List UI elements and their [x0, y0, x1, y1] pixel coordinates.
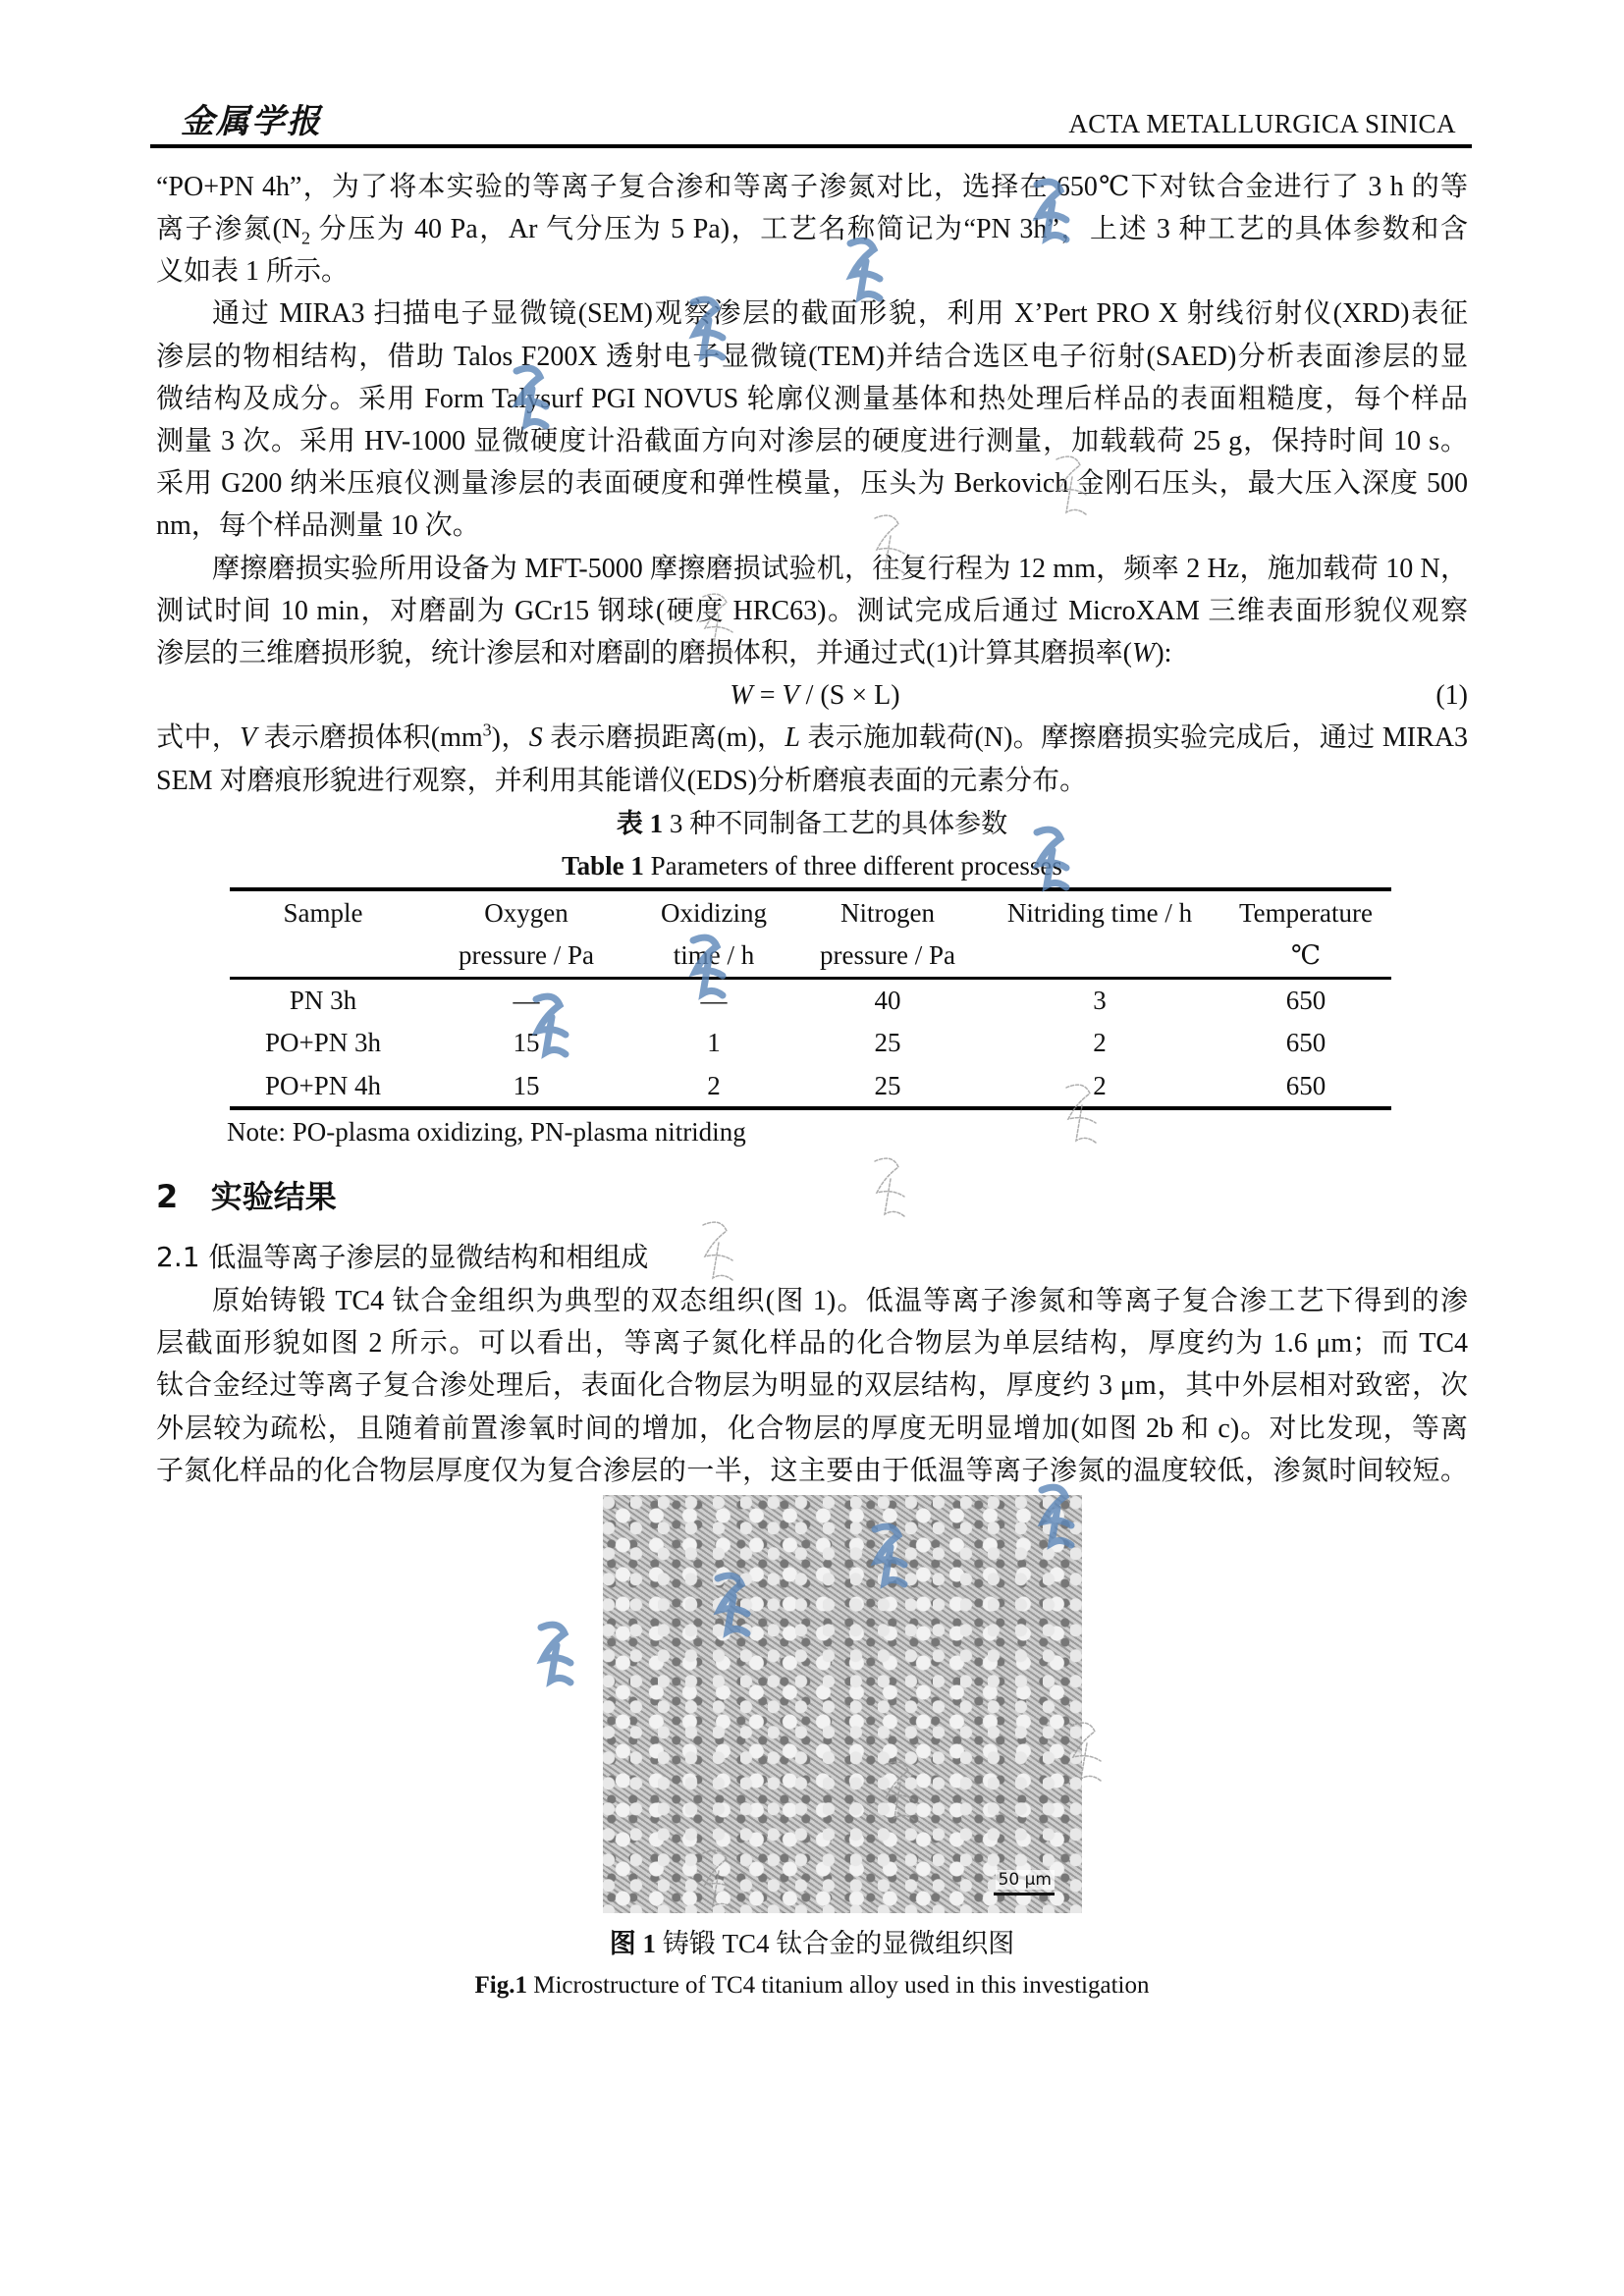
table-cell: 25 [874, 1071, 901, 1100]
text-line [156, 212, 1468, 247]
table-top-rule [230, 887, 1391, 891]
table-cell: 1 [707, 1028, 721, 1057]
table-header-cell: pressure / Pa [459, 940, 594, 970]
text-line: “PO+PN 4h”，为了将本实验的等离子复合渗和等离子渗氮对比，选择在 650℃下对钛合金进行了 3 h 的等 [156, 172, 1468, 202]
text-line: nm，每个样品测量 10 次。 [156, 510, 480, 541]
text: )， [491, 722, 529, 753]
text-line: 义如表 1 所示。 [156, 256, 350, 287]
italic-var: S [528, 722, 543, 753]
table-cell: 2 [1093, 1028, 1107, 1057]
table-cell: 40 [874, 986, 901, 1015]
italic-var: L [785, 722, 800, 753]
table-cell: PO+PN 3h [264, 1028, 382, 1057]
table-note: Note: PO-plasma oxidizing, PN-plasma nitriding [227, 1117, 746, 1147]
section-heading: 2 实验结果 [156, 1178, 337, 1215]
table-caption-en [0, 849, 1624, 882]
text: 分压为 40 Pa，Ar 气分压为 5 Pa)，工艺名称简记为“PN 3h”，上述 3 种工艺的具体参数和含 [310, 214, 1468, 244]
figure-caption-cn [0, 1927, 1624, 1960]
text: 渗层的三维磨损形貌，统计渗层和对磨副的磨损体积，并通过式(1)计算其磨损率( [156, 638, 1132, 668]
table-cell: PN 3h [289, 986, 357, 1015]
table-header-rule [230, 977, 1391, 980]
table-cell: 15 [513, 1028, 540, 1057]
watermark-outline-mark [703, 1222, 732, 1280]
italic-var: V [240, 722, 257, 753]
superscript: 3 [482, 720, 492, 740]
text-line: 采用 G200 纳米压痕仪测量渗层的表面硬度和弹性模量，压头为 Berkovich 金刚石压头，最大压入深度 500 [156, 468, 1468, 499]
table-header-cell: pressure / Pa [820, 940, 955, 970]
text: 式中， [156, 722, 241, 753]
text-line: 微结构及成分。采用 Form Talysurf PGI NOVUS 轮廓仪测量基体和热处理后样品的表面粗糙度，每个样品 [156, 384, 1468, 414]
equation [628, 678, 1001, 714]
subsection-heading: 2.1 低温等离子渗层的显微结构和相组成 [156, 1241, 649, 1273]
eq-rest: / (S × L) [798, 680, 900, 711]
caption-text: Microstructure of TC4 titanium alloy used in this investigation [526, 1972, 1150, 1999]
text-line: 子氮化样品的化合物层厚度仅为复合渗层的一半，这主要由于低温等离子渗氮的温度较低，渗氮时间较短。 [156, 1456, 1468, 1486]
caption-text: 3 种不同制备工艺的具体参数 [663, 809, 1008, 838]
table-cell: — [700, 986, 728, 1015]
table-cell: 2 [707, 1071, 721, 1100]
table-header-cell: Oxygen [484, 898, 568, 928]
text-line: 通过 MIRA3 扫描电子显微镜(SEM)观察渗层的截面形貌，利用 X’Pert PRO X 射线衍射仪(XRD)表征 [212, 298, 1468, 329]
equation-number: (1) [1435, 680, 1468, 711]
scale-bar-label: 50 μm [996, 1870, 1055, 1890]
table-cell: 650 [1285, 986, 1326, 1015]
text-line [156, 636, 1468, 671]
caption-text: Parameters of three different processes [643, 851, 1062, 881]
text: ): [1155, 638, 1172, 668]
text-line: 外层较为疏松，且随着前置渗氧时间的增加，化合物层的厚度无明显增加(如图 2b 和 c)。对比发现，等离 [156, 1414, 1468, 1444]
caption-label: 表 1 [616, 809, 664, 838]
text-line: 原始铸锻 TC4 钛合金组织为典型的双态组织(图 1)。低温等离子渗氮和等离子复合渗工艺下得到的渗 [212, 1286, 1468, 1316]
italic-var: W [1131, 638, 1156, 668]
table-bottom-rule [230, 1106, 1391, 1110]
text: 表示磨损体积(mm [256, 722, 483, 753]
caption-label: Fig.1 [474, 1972, 527, 1999]
text: 表示施加载荷(N)。摩擦磨损实验完成后，通过 MIRA3 [799, 722, 1468, 753]
watermark-brush-mark [541, 1625, 570, 1682]
table-cell: 25 [874, 1028, 901, 1057]
table-cell: 15 [513, 1071, 540, 1100]
watermark-outline-mark [875, 1158, 904, 1216]
text-line: 测试时间 10 min，对磨副为 GCr15 钢球(硬度 HRC63)。测试完成后通过 MicroXAM 三维表面形貌仪观察 [156, 596, 1468, 626]
text-line: 层截面形貌如图 2 所示。可以看出，等离子氮化样品的化合物层为单层结构，厚度约为 1.6 μm；而 TC4 [156, 1328, 1468, 1359]
table-header-cell: time / h [673, 940, 755, 970]
text: 表示磨损距离(m)， [542, 722, 785, 753]
table-header-cell: ℃ [1290, 940, 1322, 970]
table-cell: 3 [1093, 986, 1107, 1015]
watermark-outline-mark [1066, 1085, 1096, 1143]
caption-label: 图 1 [609, 1929, 656, 1958]
text-line: 钛合金经过等离子复合渗处理后，表面化合物层为明显的双层结构，厚度约 3 μm，其中外层相对致密，次 [156, 1370, 1468, 1401]
subscript: 2 [301, 228, 310, 248]
table-header-cell: Temperature [1238, 898, 1374, 928]
caption-text: 铸锻 TC4 钛合金的显微组织图 [655, 1929, 1015, 1958]
table-caption-cn [0, 807, 1624, 840]
table-header-cell: Nitriding time / h [1006, 898, 1193, 928]
eq-var: W [730, 680, 753, 711]
microstructure-image [603, 1495, 1082, 1913]
text-line [156, 721, 1468, 756]
text-line: 摩擦磨损实验所用设备为 MFT-5000 摩擦磨损试验机，往复行程为 12 mm，频率 2 Hz，施加载荷 10 N， [212, 554, 1468, 584]
header-rule [150, 144, 1472, 148]
table-header-cell: Sample [283, 898, 363, 928]
table-cell: 2 [1093, 1071, 1107, 1100]
table-cell: PO+PN 4h [264, 1071, 382, 1100]
table-header-cell: Nitrogen [840, 898, 935, 928]
table-cell: 650 [1285, 1071, 1326, 1100]
text-line: 测量 3 次。采用 HV-1000 显微硬度计沿截面方向对渗层的硬度进行测量，加载载荷 25 g，保持时间 10 s。 [156, 426, 1468, 456]
table-cell: — [513, 986, 540, 1015]
text-line: 渗层的物相结构，借助 Talos F200X 透射电子显微镜(TEM)并结合选区电子衍射(SAED)分析表面渗层的显 [156, 342, 1468, 372]
eq-var: V [782, 680, 799, 711]
journal-name: ACTA METALLURGICA SINICA [1068, 109, 1456, 138]
table-cell: 650 [1285, 1028, 1326, 1057]
text-line: SEM 对磨痕形貌进行观察，并利用其能谱仪(EDS)分析磨痕表面的元素分布。 [156, 766, 1088, 796]
watermark-brush-mark [536, 996, 566, 1054]
text: 离子渗氮(N [156, 214, 301, 244]
caption-label: Table 1 [562, 851, 644, 881]
table-header-cell: Oxidizing [661, 898, 767, 928]
journal-logo: 金属学报 [181, 102, 322, 141]
scale-bar [994, 1893, 1055, 1896]
figure-caption-en [0, 1969, 1624, 2002]
eq-op: = [752, 680, 783, 711]
